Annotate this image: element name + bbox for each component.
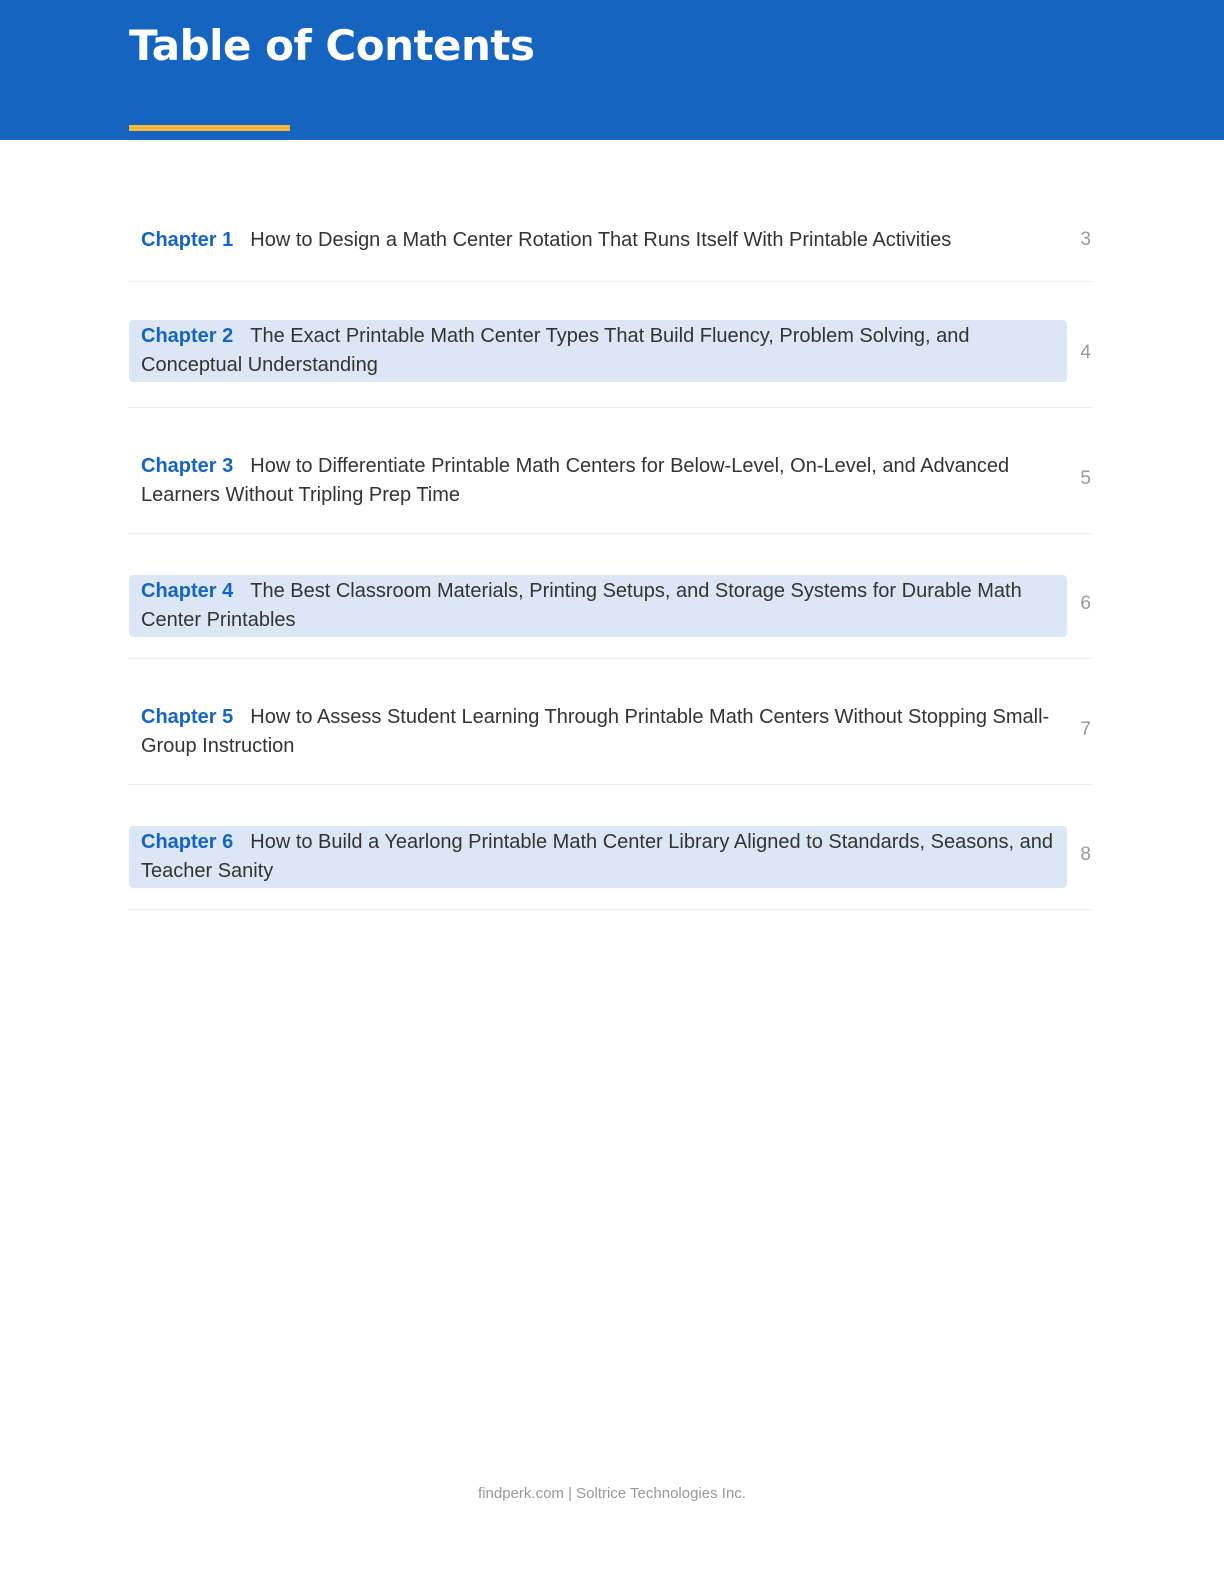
page-footer: findperk.com | Soltrice Technologies Inc. — [478, 1485, 746, 1502]
toc-entry-text[interactable] — [129, 450, 1067, 512]
chapter-title: How to Assess Student Learning Through Printable Math Centers Without Stopping Small-Group Instruction — [141, 706, 1050, 757]
toc-entry-text[interactable] — [129, 701, 1067, 763]
toc-entry-chapter-5[interactable] — [129, 659, 1091, 785]
toc-entry-chapter-2[interactable] — [129, 282, 1091, 408]
toc-entry-chapter-1[interactable] — [129, 200, 1091, 282]
toc-entry-text[interactable] — [129, 575, 1067, 637]
chapter-title: How to Differentiate Printable Math Centers for Below-Level, On-Level, and Advanced Learners Without Tripling Prep Time — [141, 455, 1010, 506]
table-of-contents — [129, 200, 1091, 910]
toc-entry-chapter-3[interactable] — [129, 408, 1091, 534]
page-number: 4 — [1080, 342, 1091, 363]
toc-entry-text[interactable] — [129, 224, 1067, 257]
toc-entry-text[interactable] — [129, 320, 1067, 382]
chapter-title: How to Design a Math Center Rotation That Runs Itself With Printable Activities — [250, 229, 952, 251]
chapter-title: The Best Classroom Materials, Printing Setups, and Storage Systems for Durable Math Center Printables — [141, 580, 1022, 631]
chapter-label: Chapter 4 — [141, 580, 234, 602]
page-number: 7 — [1080, 719, 1091, 740]
page-number: 6 — [1080, 593, 1091, 614]
page-number: 8 — [1080, 844, 1091, 865]
chapter-label: Chapter 3 — [141, 455, 234, 477]
page-number: 5 — [1080, 468, 1091, 489]
page-title: Table of Contents — [129, 21, 535, 70]
toc-entry-chapter-4[interactable] — [129, 534, 1091, 659]
chapter-label: Chapter 1 — [141, 229, 234, 251]
page-header — [0, 0, 1224, 140]
chapter-label: Chapter 6 — [141, 831, 234, 853]
page-number: 3 — [1080, 229, 1091, 250]
chapter-title: How to Build a Yearlong Printable Math Center Library Aligned to Standards, Seasons, and Teacher Sanity — [141, 831, 1053, 882]
chapter-label: Chapter 5 — [141, 706, 234, 728]
toc-entry-chapter-6[interactable] — [129, 785, 1091, 910]
toc-entry-text[interactable] — [129, 826, 1067, 888]
title-accent-bar — [129, 125, 290, 131]
chapter-label: Chapter 2 — [141, 325, 234, 347]
chapter-title: The Exact Printable Math Center Types That Build Fluency, Problem Solving, and Conceptual Understanding — [141, 325, 970, 376]
